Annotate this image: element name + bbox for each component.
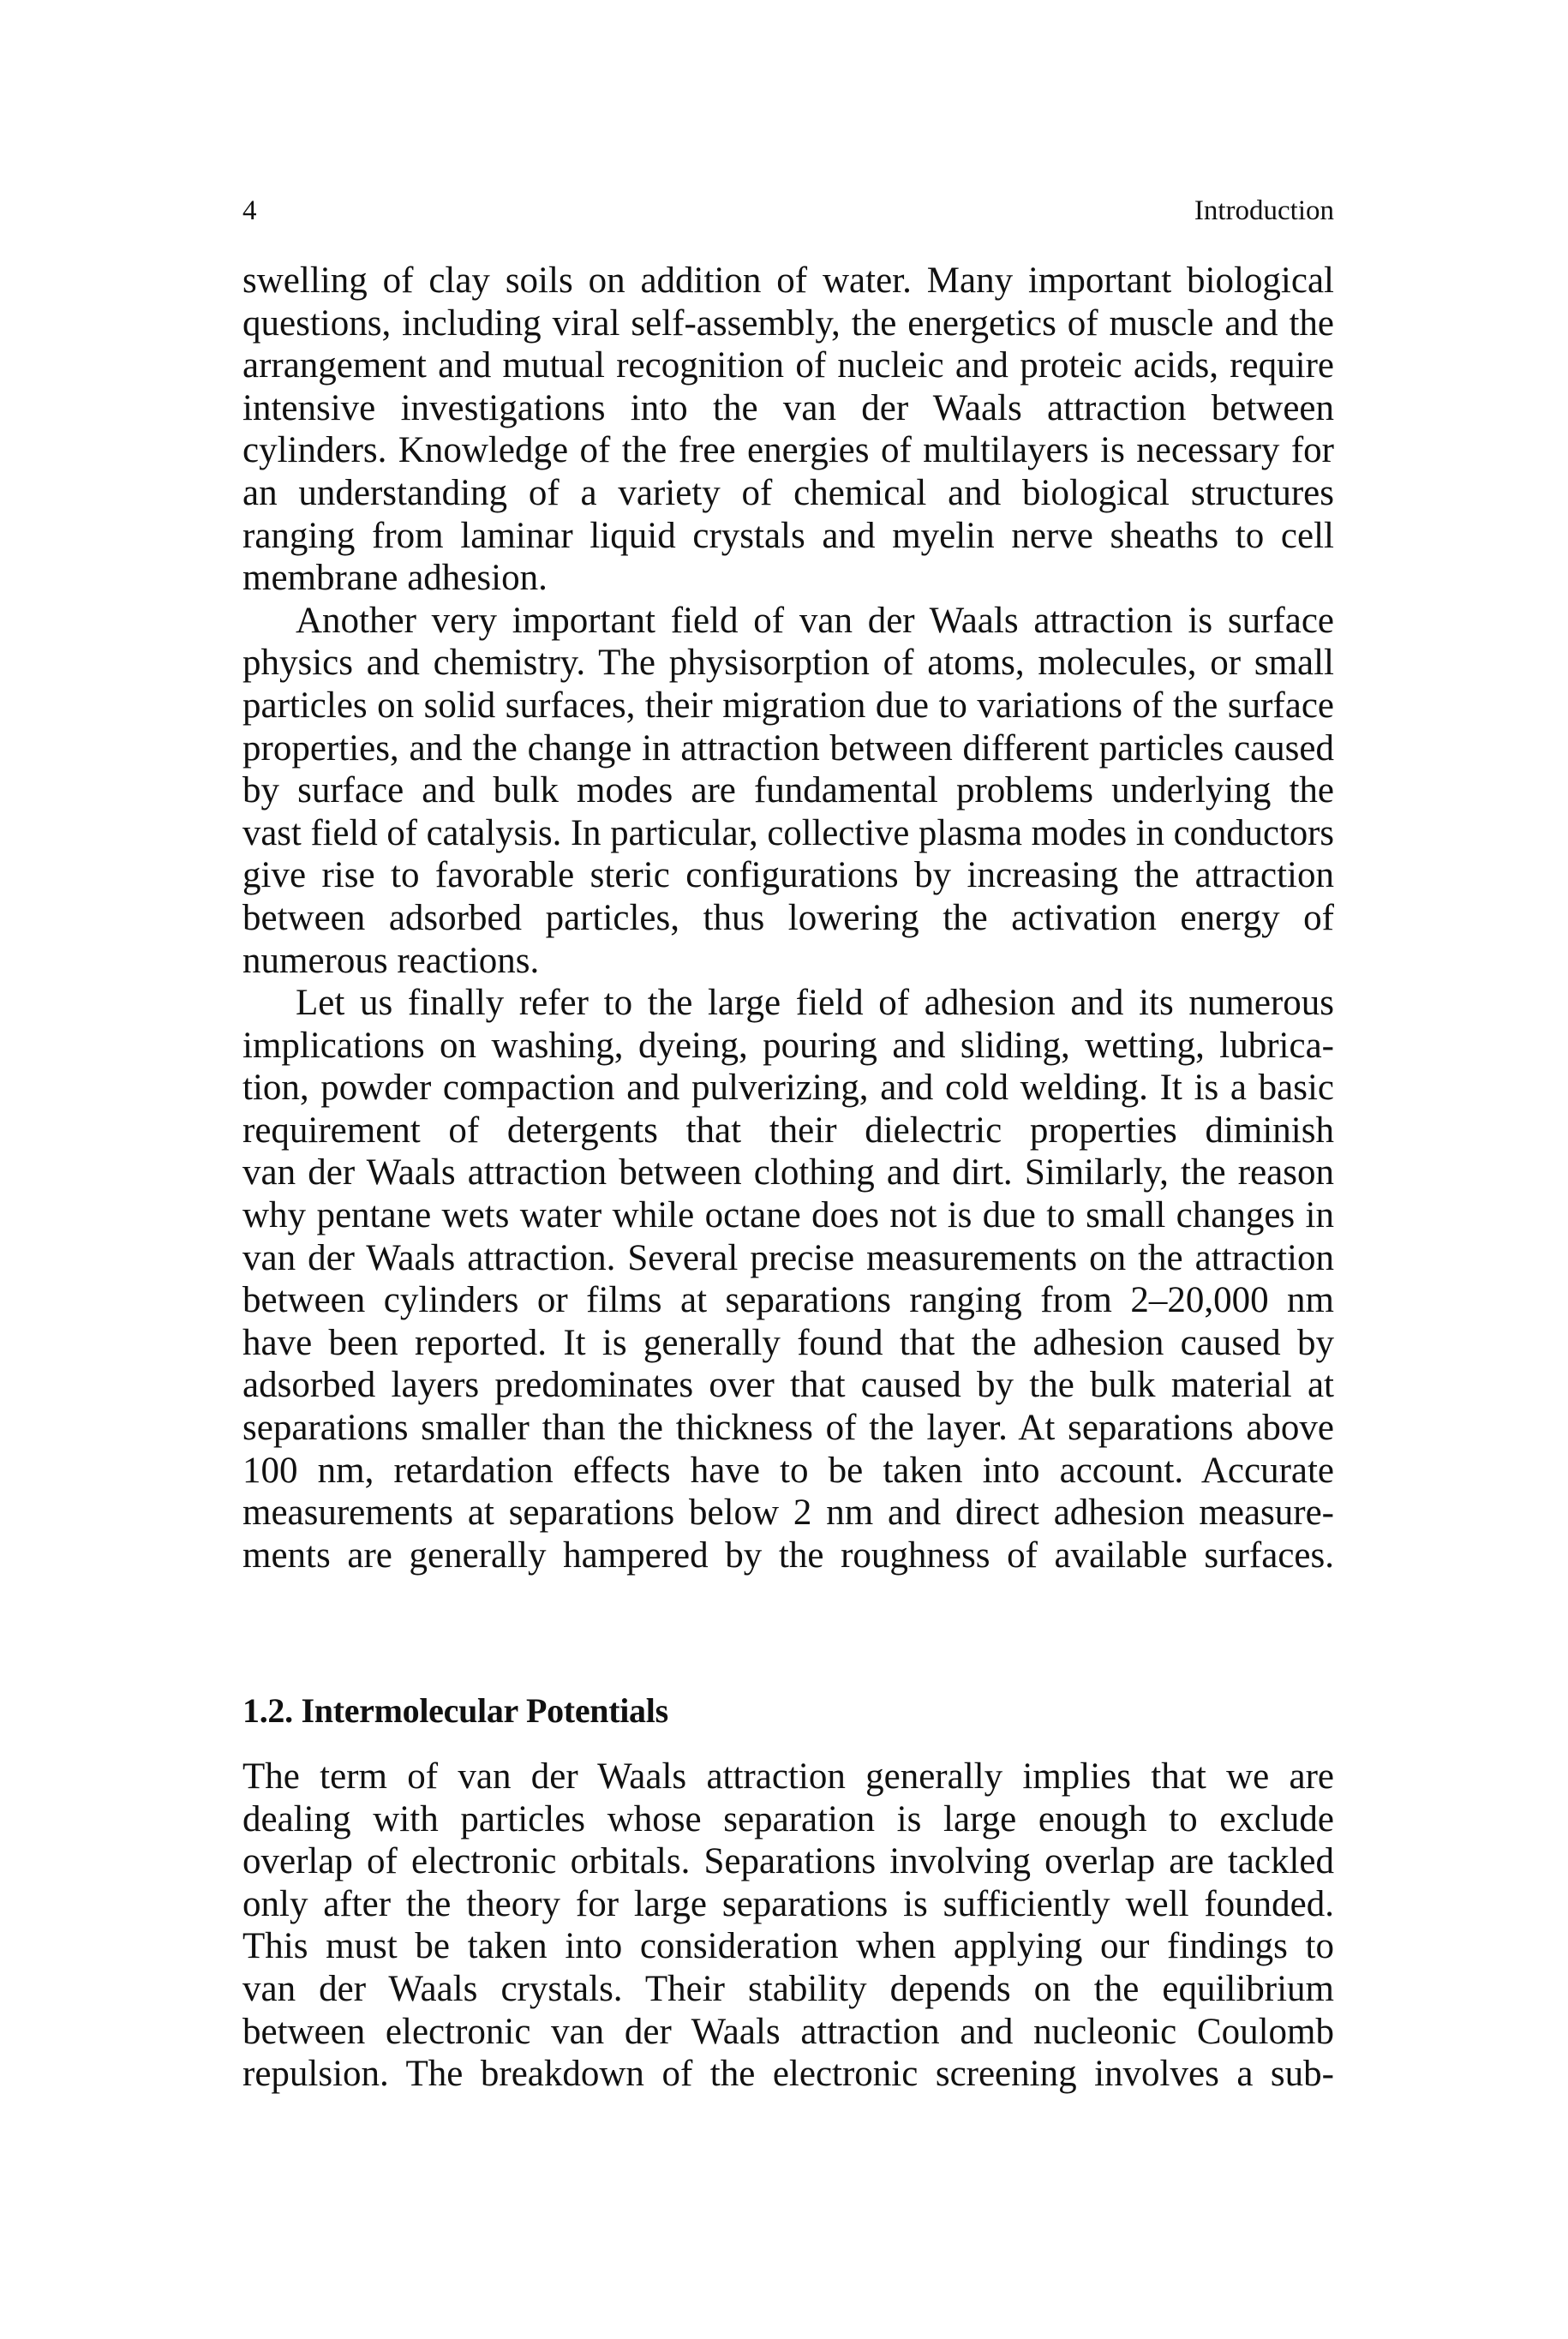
- text-line: between adsorbed particles, thus lowering the activation energy of: [242, 897, 1334, 938]
- text-line: ranging from laminar liquid crystals and myelin nerve sheaths to cell: [242, 515, 1334, 556]
- text-line: van der Waals crystals. Their stability depends on the equilibrium: [242, 1968, 1334, 2009]
- text-line: measurements at separations below 2 nm and direct adhesion measure-: [242, 1493, 1334, 1534]
- text-line: only after the theory for large separations is sufficiently well founded.: [242, 1883, 1334, 1924]
- text-line: repulsion. The breakdown of the electronic screening involves a sub-: [242, 2054, 1334, 2095]
- text-line: cylinders. Knowledge of the free energies of multilayers is necessary for: [242, 430, 1334, 471]
- text-line: numerous reactions.: [242, 940, 540, 981]
- text-line: an understanding of a variety of chemical and biological structures: [242, 472, 1334, 513]
- text-line: intensive investigations into the van der Waals attraction between: [242, 387, 1334, 428]
- text-line: between electronic van der Waals attraction and nucleonic Coulomb: [242, 2011, 1334, 2052]
- text-line: tion, powder compaction and pulverizing, and cold welding. It is a basic: [242, 1068, 1334, 1109]
- section-heading: 1.2. Intermolecular Potentials: [242, 1691, 668, 1730]
- text-line: This must be taken into consideration when applying our findings to: [242, 1926, 1334, 1967]
- text-line: separations smaller than the thickness of the layer. At separations above: [242, 1408, 1334, 1449]
- text-line: particles on solid surfaces, their migration due to variations of the surface: [242, 685, 1334, 726]
- text-line: dealing with particles whose separation is large enough to exclude: [242, 1798, 1334, 1839]
- paragraph-3: [242, 982, 1334, 1576]
- text-line: overlap of electronic orbitals. Separations involving overlap are tackled: [242, 1841, 1334, 1882]
- chapter-title: Introduction: [1194, 195, 1334, 226]
- text-line: requirement of detergents that their dielectric properties diminish: [242, 1110, 1334, 1151]
- text-line: have been reported. It is generally found that the adhesion caused by: [242, 1322, 1334, 1363]
- text-line: van der Waals attraction. Several precise measurements on the attraction: [242, 1237, 1334, 1278]
- text-line: vast field of catalysis. In particular, collective plasma modes in conductors: [242, 812, 1334, 853]
- text-line: membrane adhesion.: [242, 558, 548, 599]
- text-line: give rise to favorable steric configurations by increasing the attraction: [242, 855, 1334, 896]
- text-line: why pentane wets water while octane does not is due to small changes in: [242, 1195, 1334, 1236]
- text-line: implications on washing, dyeing, pouring and sliding, wetting, lubrica-: [242, 1025, 1334, 1066]
- text-line: by surface and bulk modes are fundamental problems underlying the: [242, 770, 1334, 811]
- section-body-text: [242, 1756, 1334, 2096]
- text-line: Another very important field of van der Waals attraction is surface: [296, 600, 1334, 641]
- text-line: adsorbed layers predominates over that caused by the bulk material at: [242, 1365, 1334, 1406]
- text-line: The term of van der Waals attraction generally implies that we are: [242, 1756, 1334, 1797]
- paragraph-2: [242, 600, 1334, 982]
- text-line: 100 nm, retardation effects have to be taken into account. Accurate: [242, 1450, 1334, 1491]
- page-number: 4: [242, 195, 257, 226]
- text-line: van der Waals attraction between clothing and dirt. Similarly, the reason: [242, 1152, 1334, 1193]
- text-line: arrangement and mutual recognition of nucleic and proteic acids, require: [242, 345, 1334, 386]
- text-line: ments are generally hampered by the roughness of available surfaces.: [242, 1534, 1334, 1576]
- paragraph-4: [242, 1756, 1334, 2096]
- running-head: [242, 192, 1334, 230]
- text-line: physics and chemistry. The physisorption of atoms, molecules, or small: [242, 643, 1334, 684]
- body-text: [242, 260, 1334, 1576]
- paragraph-1: [242, 260, 1334, 600]
- text-line: questions, including viral self-assembly, the energetics of muscle and the: [242, 302, 1334, 344]
- text-line: Let us finally refer to the large field of adhesion and its numerous: [296, 983, 1334, 1024]
- text-line: swelling of clay soils on addition of water. Many important biological: [242, 260, 1334, 301]
- text-line: between cylinders or films at separations ranging from 2–20,000 nm: [242, 1280, 1334, 1321]
- text-line: properties, and the change in attraction between different particles caused: [242, 727, 1334, 769]
